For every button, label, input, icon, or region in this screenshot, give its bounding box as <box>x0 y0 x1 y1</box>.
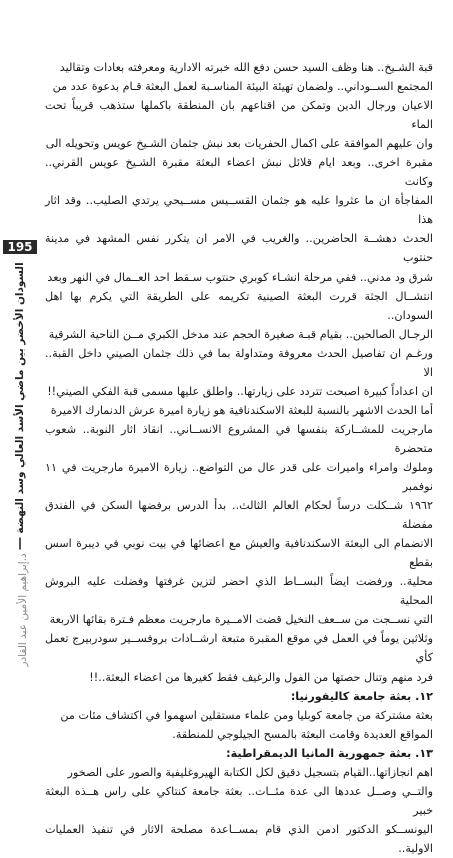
text-line: مقبرة اخرى.. وبعد ايام قلائل نبش اعضاء البعثة مقبرة الشـيخ عويس القرني.. وكانت <box>45 156 433 189</box>
text-line: المواقع العديدة وقامت البعثة بالمسح الجيلوجي للمنطقة. <box>172 727 433 741</box>
running-head <box>11 262 29 667</box>
text-line: وملوك وامراء واميرات على قدر عال من التواضع.. زيارة الاميرة مارجريت في ١١ نوفمبر <box>45 460 433 494</box>
text-line: أما الحدث الاشهر بالنسبة للبعثة الاسكندنافية هو زيارة اميرة عرش الدنمارك الاميرة <box>50 403 433 417</box>
section-heading: ١٣. بعثة جمهورية المانيا الديمقراطية: <box>226 746 433 760</box>
text-line: قبة الشـيخ.. هنا وظف السيد حسن دفع الله خبرته الادارية ومعرفته بعادات وتقاليد <box>59 61 433 74</box>
text-line: المفاجأة ان ما عثروا عليه هو جثمان القســيس مســيحي يرتدي الصليب.. وقد اثار هذا <box>45 194 433 227</box>
text-line: شرق ود مدني.. ففي مرحلة انشـاء كوبري حنتوب سـقط احد العــمال في النهر وبعد <box>47 270 433 284</box>
text-line: ان اعداداً كبيرة اصبحت تتردد على زيارتها.. واطلق عليها مسمى قبة الفكي الصيني!! <box>47 384 433 398</box>
running-head-divider <box>19 537 21 549</box>
text-line: وثلاثين يوماً في العمل في موقع المقبرة متبعة ارشــادات بروفســير سودربيرج تعمل كأي <box>45 632 433 665</box>
page-number-badge <box>3 240 37 254</box>
text-line: انتشــال الجثة قررت البعثة الصينية تكريمه على الطريقة التي يكرم بها اهل السودان.. <box>45 289 433 322</box>
text-line: الانضمام الى البعثة الاسكندنافية والعيش مع اعضائها في بيت نوبي في ديبرة اسس بقطع <box>45 537 433 570</box>
body-text <box>45 58 433 858</box>
text-line: اهم انجازاتها..القيام بتسجيل دقيق لكل الكتابة الهيروغليفية والصور على الصخور <box>67 765 433 779</box>
text-line: ورغـم ان تفاصيل الحدث معروفة ومتداولة بما في ذلك جثمان الصيني داخل القبة.. الا <box>45 346 433 379</box>
text-line: التي نســجت من ســعف النخيل قضت الامــيرة مارجريت معظم فـترة بقائها الاربعة <box>49 613 433 627</box>
side-margin <box>0 240 40 667</box>
text-line: وان عليهم الموافقة على اكمال الحفريات بعد نبش جثمان الشـيخ عويس وتحويله الى <box>45 137 433 151</box>
running-head-author: د.إبراهيم الأمين عبد القادر <box>17 553 29 667</box>
text-line: اليونســكو الدكتور ادمن الذي قام بمســاعدة مصلحة الاثار في تنفيذ العمليات الاولية.. <box>45 822 433 855</box>
text-line: مارجريت للمشــاركة بنفسها في المشروع الانســاني.. انقاذ اثار النوبة.. شعوب متحضرة <box>45 422 433 455</box>
running-head-book-title: السودان الأخضر بين ماضي الأسد العالي وسد النهضة <box>14 262 26 534</box>
text-line: فرد منهم وتنال حصتها من الفول والرغيف فقط كغيرها من اعضاء البعثة..!! <box>89 670 433 684</box>
text-line: والتــي وصــل عددها الى عدة مئــات.. بعثة جامعة كنتاكي على راس هــذه البعثة خبير <box>45 784 433 817</box>
text-line: المجتمع الســوداني.. ولضمان تهيئة البيئة المناسـبة لعمل البعثة قـام بدعوة عدد من <box>52 80 433 94</box>
text-line: الاعيان ورجال الدين وتمكن من اقناعهم بان المنطقة باكملها ستذهب قريباً تحت الماء <box>45 99 433 132</box>
text-line: الحدث دهشــة الحاضرين.. والغريب في الامر ان يتكرر نفس المشهد في مدينة حنتوب <box>45 232 433 265</box>
page-number: 195 <box>7 240 33 254</box>
text-line: بعثة مشتركة من جامعة كوبليا ومن علماء مستقلين اسهموا في اكتشاف مئات من <box>60 708 433 722</box>
section-heading: ١٢. بعثة جامعة كاليفورنيا: <box>290 689 433 703</box>
text-line: الرجـال الصالحين.. بقيام قبـة صغيرة الحجم عند مدخل الكبري مــن الناحية الشرقية <box>48 327 433 341</box>
text-line: ١٩٦٢ شــكلت درساً لحكام العالم الثالث.. بدأ الدرس برفضها السكن في الفندق مفضلة <box>45 499 433 532</box>
text-line: محلية.. ورفضت ايضاً البســاط الذي احضر لتزين غرفتها وفضلت عليه البروش المحلية <box>45 575 433 608</box>
